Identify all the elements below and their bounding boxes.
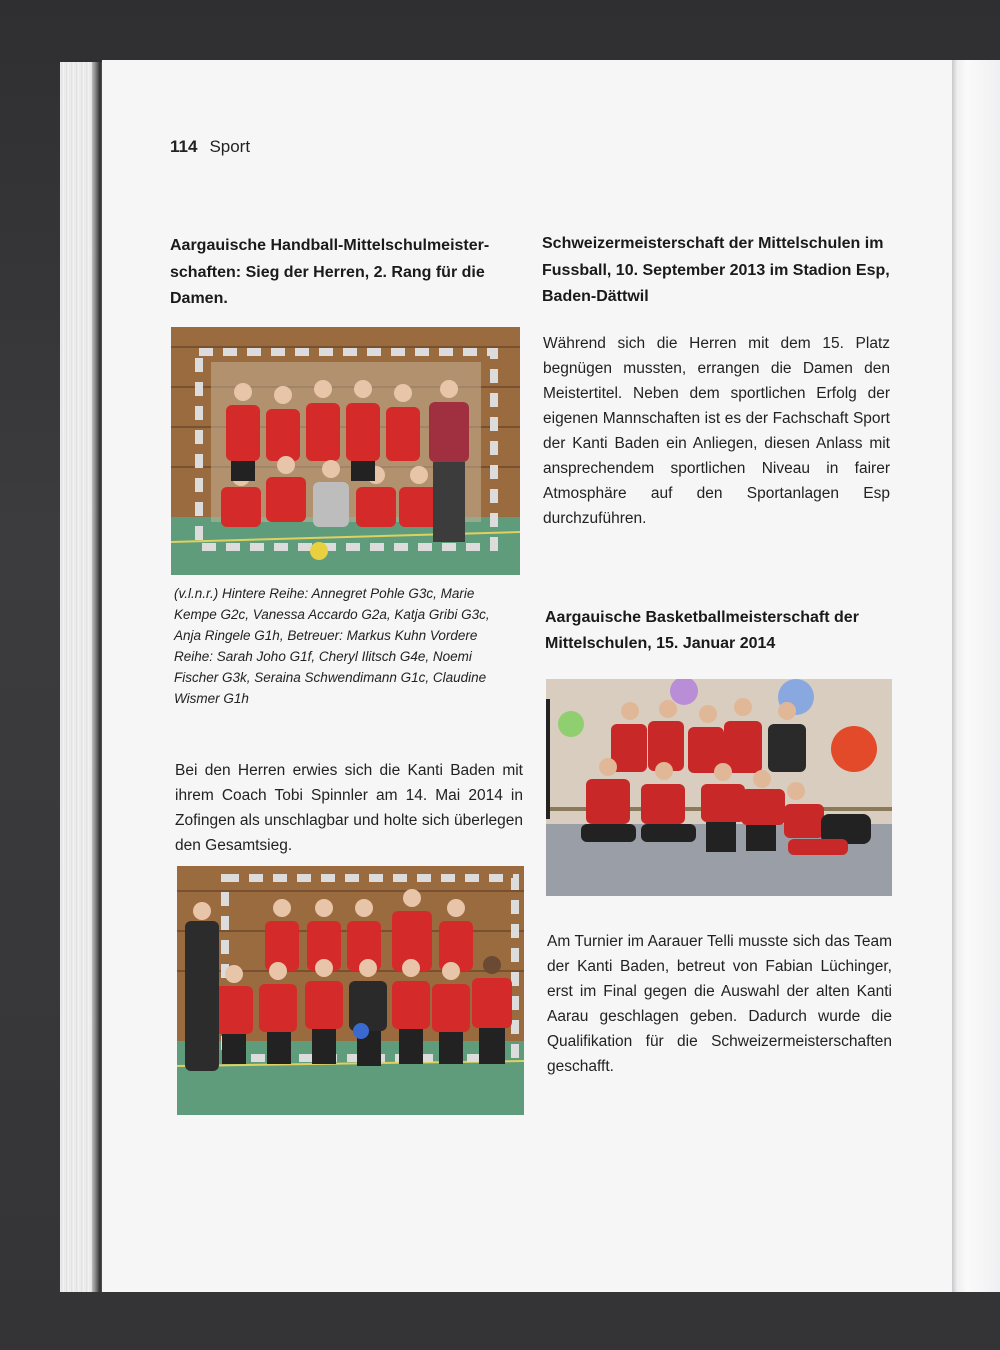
running-header — [170, 137, 250, 157]
section-title: Sport — [209, 137, 251, 156]
photo-women-handball — [171, 327, 520, 575]
paragraph-men-handball: Bei den Herren erwies sich die Kanti Baden mit ihrem Coach Tobi Spinnler am 14. Mai 2014 in Zofingen als unschlagbar und holte sich überlegen den Gesamtsieg. — [175, 762, 523, 854]
book-binding — [92, 62, 102, 1292]
facing-page-edge — [952, 60, 1000, 1292]
paragraph-basketball: Am Turnier im Aarauer Telli musste sich das Team der Kanti Baden, betreut von Fabian Lüchinger, erst im Final gegen die Auswahl der alten Kanti Aarau geschlagen geben. Dadurch wurde die Qualifikation für die Schweizermeisterschaften geschafft. — [547, 933, 892, 1075]
page-number: 114 — [170, 137, 198, 156]
heading-football: Schweizermeisterschaft der Mittelschulen im Fussball, 10. September 2013 im Stadion Esp, Baden-Dättwil — [542, 235, 890, 305]
photo-caption-women: (v.l.n.r.) Hintere Reihe: Annegret Pohle G3c, Marie Kempe G2c, Vanessa Accardo G2a, Katja Gribi G3c, Anja Ringele G1h, Betreuer: Markus Kuhn Vordere Reihe: Sarah Joho G1f, Cheryl Ilitsch G4e, Noemi Fischer G3k, Seraina Schwendimann G1c, Claudine Wismer G1h — [174, 586, 490, 706]
photo-basketball — [546, 679, 892, 896]
heading-handball: Aargauische Handball-Mittelschulmeister-schaften: Sieg der Herren, 2. Rang für die Damen. — [170, 237, 490, 307]
photo-men-handball — [177, 866, 524, 1115]
paragraph-football: Während sich die Herren mit dem 15. Platz begnügen mussten, errangen die Damen den Meistertitel. Neben dem sportlichen Erfolg der eigenen Mannschaften ist es der Fachschaft Sport der Kanti Baden ein Anliegen, diesen Anlass mit ansprechendem sportlichen Niveau in fairer Atmosphäre auf den Sportanlagen Esp durchzuführen. — [543, 335, 890, 527]
page-gutter — [952, 60, 958, 1292]
heading-basketball: Aargauische Basketballmeisterschaft der Mittelschulen, 15. Januar 2014 — [545, 609, 859, 652]
